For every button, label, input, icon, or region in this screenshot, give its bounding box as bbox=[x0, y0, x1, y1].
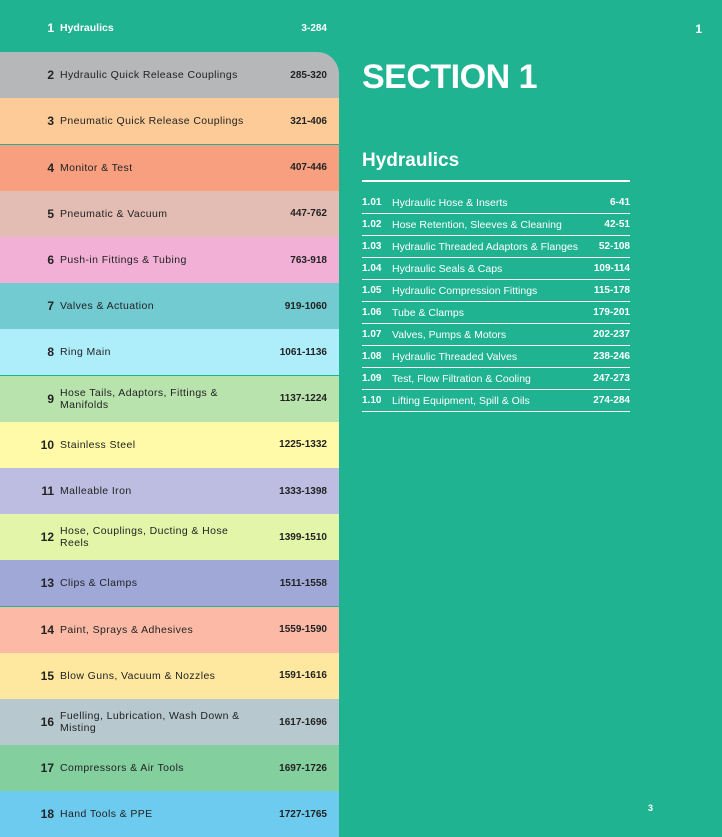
section-tab-13[interactable] bbox=[0, 560, 339, 606]
contents-number: 1.03 bbox=[362, 241, 382, 252]
section-tab-1[interactable] bbox=[0, 5, 339, 51]
contents-label: Hose Retention, Sleeves & Cleaning bbox=[392, 218, 562, 231]
tab-number: 12 bbox=[40, 530, 54, 545]
tab-label: Hose Tails, Adaptors, Fittings & Manifolds bbox=[60, 386, 218, 411]
tab-number: 6 bbox=[47, 253, 54, 267]
contents-number: 1.07 bbox=[362, 329, 382, 340]
tab-number: 9 bbox=[47, 391, 54, 406]
contents-row[interactable] bbox=[362, 346, 630, 368]
contents-number: 1.08 bbox=[362, 351, 382, 362]
tab-page-range: 1225-1332 bbox=[279, 439, 327, 451]
contents-number: 1.06 bbox=[362, 307, 382, 318]
contents-row[interactable] bbox=[362, 368, 630, 390]
tab-label: Valves & Actuation bbox=[60, 300, 154, 313]
tab-page-range: 285-320 bbox=[290, 69, 327, 81]
contents-label: Hydraulic Threaded Adaptors & Flanges bbox=[392, 240, 578, 253]
tab-number: 13 bbox=[40, 576, 54, 591]
tab-page-range: 321-406 bbox=[290, 115, 327, 127]
tab-page-range: 407-446 bbox=[290, 162, 327, 174]
section-tab-14[interactable] bbox=[0, 607, 339, 653]
contents-row[interactable] bbox=[362, 302, 630, 324]
section-tab-7[interactable] bbox=[0, 283, 339, 329]
contents-row[interactable] bbox=[362, 214, 630, 236]
tab-label: Hydraulics bbox=[60, 22, 114, 34]
section-tab-8[interactable] bbox=[0, 329, 339, 375]
tab-number: 1 bbox=[47, 21, 54, 35]
contents-list bbox=[362, 192, 630, 412]
contents-label: Test, Flow Filtration & Cooling bbox=[392, 372, 531, 385]
tab-number: 17 bbox=[40, 761, 54, 776]
contents-row[interactable] bbox=[362, 280, 630, 302]
subsection-title: Hydraulics bbox=[362, 150, 460, 171]
contents-number: 1.02 bbox=[362, 219, 382, 230]
tab-page-range: 1727-1765 bbox=[279, 808, 327, 820]
section-tab-16[interactable] bbox=[0, 699, 339, 745]
contents-page-range: 52-108 bbox=[598, 241, 630, 252]
tab-page-range: 1333-1398 bbox=[279, 485, 327, 497]
tab-number: 4 bbox=[47, 160, 54, 175]
tab-label: Ring Main bbox=[60, 346, 111, 359]
section-tab-2[interactable] bbox=[0, 52, 339, 98]
tab-page-range: 1697-1726 bbox=[279, 762, 327, 774]
tab-number: 15 bbox=[40, 668, 54, 683]
page-number-top: 1 bbox=[695, 22, 702, 36]
tab-label: Push-in Fittings & Tubing bbox=[60, 254, 187, 266]
contents-page-range: 238-246 bbox=[593, 351, 630, 362]
section-tab-3[interactable] bbox=[0, 98, 339, 144]
tab-number: 16 bbox=[40, 715, 54, 729]
tab-page-range: 1559-1590 bbox=[279, 624, 327, 636]
tab-page-range: 1511-1558 bbox=[279, 577, 327, 589]
tab-page-range: 763-918 bbox=[290, 254, 327, 266]
contents-page-range: 109-114 bbox=[593, 263, 630, 274]
tab-label: Hand Tools & PPE bbox=[60, 808, 153, 821]
tab-label: Malleable Iron bbox=[60, 485, 132, 497]
tab-number: 8 bbox=[47, 345, 54, 360]
contents-page-range: 202-237 bbox=[593, 329, 630, 340]
contents-label: Hydraulic Compression Fittings bbox=[392, 284, 538, 297]
tab-label: Fuelling, Lubrication, Wash Down & Misting bbox=[60, 710, 240, 734]
contents-label: Tube & Clamps bbox=[392, 306, 464, 319]
contents-row[interactable] bbox=[362, 258, 630, 280]
contents-number: 1.04 bbox=[362, 263, 382, 274]
section-tab-12[interactable] bbox=[0, 514, 339, 560]
section-tab-15[interactable] bbox=[0, 653, 339, 699]
tab-label: Pneumatic Quick Release Couplings bbox=[60, 115, 244, 128]
contents-page-range: 274-284 bbox=[593, 395, 630, 406]
contents-page-range: 115-178 bbox=[593, 285, 630, 296]
tab-page-range: 919-1060 bbox=[284, 300, 327, 312]
contents-label: Hydraulic Hose & Inserts bbox=[392, 196, 508, 209]
section-tab-6[interactable] bbox=[0, 237, 339, 283]
tab-label: Blow Guns, Vacuum & Nozzles bbox=[60, 669, 216, 682]
tab-label: Stainless Steel bbox=[60, 438, 136, 451]
contents-row[interactable] bbox=[362, 236, 630, 258]
tab-label: Paint, Sprays & Adhesives bbox=[60, 623, 194, 636]
tab-label: Monitor & Test bbox=[60, 161, 133, 174]
section-tab-5[interactable] bbox=[0, 191, 339, 237]
tab-page-range: 1591-1616 bbox=[279, 670, 327, 682]
tab-label: Hose, Couplings, Ducting & Hose Reels bbox=[60, 525, 229, 550]
tab-number: 5 bbox=[47, 206, 54, 221]
contents-label: Hydraulic Seals & Caps bbox=[392, 262, 503, 275]
contents-page-range: 42-51 bbox=[604, 219, 630, 230]
tab-number: 2 bbox=[47, 68, 54, 83]
section-tab-11[interactable] bbox=[0, 468, 339, 514]
contents-row[interactable] bbox=[362, 390, 630, 412]
tab-label: Pneumatic & Vacuum bbox=[60, 207, 168, 220]
contents-page-range: 179-201 bbox=[593, 307, 630, 318]
tab-label: Compressors & Air Tools bbox=[60, 762, 184, 775]
tab-number: 7 bbox=[47, 299, 54, 314]
section-tab-17[interactable] bbox=[0, 745, 339, 791]
contents-label: Hydraulic Threaded Valves bbox=[392, 350, 518, 363]
title-divider bbox=[362, 180, 630, 182]
section-tab-9[interactable] bbox=[0, 376, 339, 422]
contents-label: Lifting Equipment, Spill & Oils bbox=[392, 394, 530, 407]
tab-number: 3 bbox=[47, 114, 54, 129]
section-tab-10[interactable] bbox=[0, 422, 339, 468]
contents-row[interactable] bbox=[362, 192, 630, 214]
tab-page-range: 1061-1136 bbox=[279, 346, 327, 358]
tab-number: 11 bbox=[41, 484, 54, 498]
contents-page-range: 6-41 bbox=[609, 197, 630, 208]
section-tab-4[interactable] bbox=[0, 145, 339, 191]
section-tabs bbox=[0, 0, 339, 830]
tab-page-range: 1399-1510 bbox=[279, 531, 327, 543]
contents-row[interactable] bbox=[362, 324, 630, 346]
tab-label: Clips & Clamps bbox=[60, 577, 138, 590]
contents-label: Valves, Pumps & Motors bbox=[392, 328, 507, 341]
tab-number: 10 bbox=[40, 437, 54, 452]
contents-number: 1.05 bbox=[362, 285, 382, 296]
tab-number: 14 bbox=[40, 622, 54, 637]
contents-number: 1.01 bbox=[362, 197, 382, 208]
tab-label: Hydraulic Quick Release Couplings bbox=[60, 69, 238, 82]
section-tab-18[interactable] bbox=[0, 791, 339, 837]
contents-number: 1.09 bbox=[362, 373, 382, 384]
tab-page-range: 3-284 bbox=[301, 22, 327, 34]
section-title: SECTION 1 bbox=[362, 58, 537, 96]
page-number-bottom: 3 bbox=[648, 803, 654, 813]
tab-number: 18 bbox=[40, 807, 54, 822]
contents-page-range: 247-273 bbox=[593, 373, 630, 384]
tab-page-range: 1137-1224 bbox=[279, 393, 327, 405]
tab-page-range: 447-762 bbox=[290, 208, 327, 220]
tab-page-range: 1617-1696 bbox=[279, 716, 327, 728]
contents-number: 1.10 bbox=[362, 395, 382, 406]
